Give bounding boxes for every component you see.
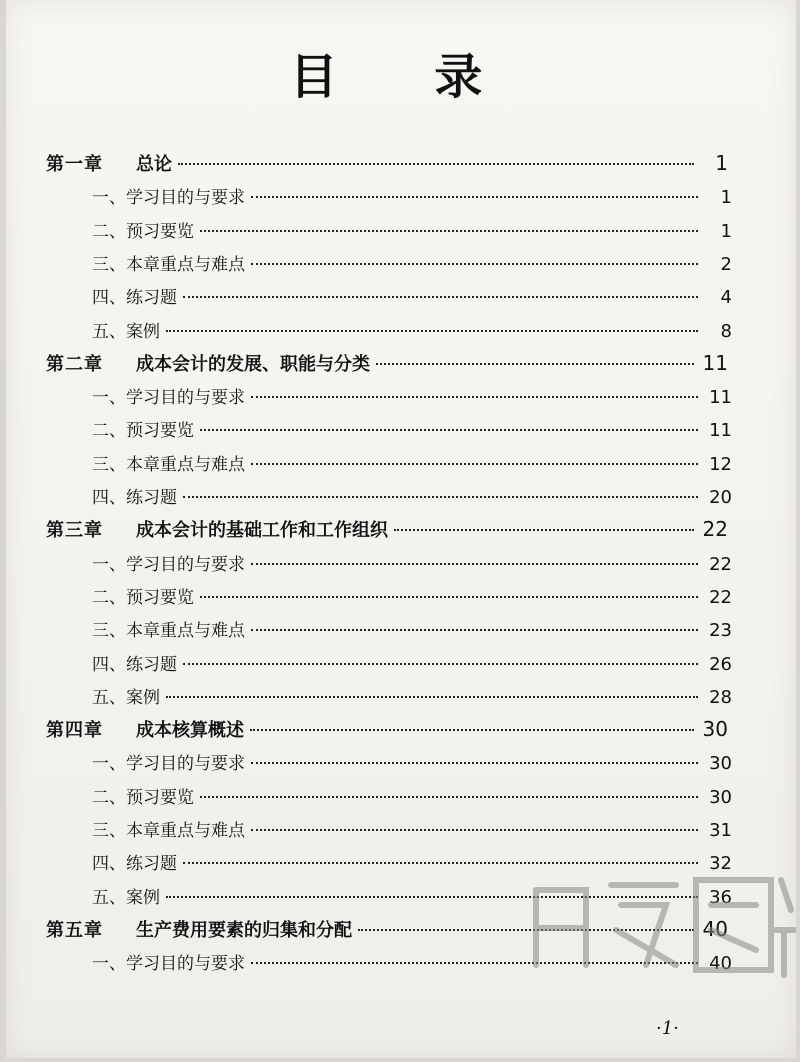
dot-leader: [200, 229, 698, 232]
toc-section-row[interactable]: [92, 283, 732, 308]
dot-leader: [183, 662, 698, 665]
chapter-title: 总论: [136, 154, 172, 175]
page-ref: 32: [709, 853, 732, 875]
section-title: 四、练习题: [92, 854, 177, 875]
page-ref: 36: [709, 886, 732, 908]
section-title: 二、预习要览: [92, 787, 194, 808]
section-title: 一、学习目的与要求: [92, 554, 245, 575]
page-ref: 4: [720, 287, 732, 309]
toc-section-row[interactable]: [92, 217, 732, 242]
toc-chapter-row[interactable]: [46, 150, 728, 176]
page-ref: 28: [709, 686, 732, 708]
dot-leader: [251, 395, 698, 398]
toc-section-row[interactable]: [92, 483, 732, 508]
dot-leader: [166, 695, 698, 698]
document-page: [6, 0, 796, 1058]
section-title: 一、学习目的与要求: [92, 754, 245, 775]
page-ref: 30: [709, 753, 732, 775]
toc-chapter-row[interactable]: [46, 516, 728, 542]
toc-section-row[interactable]: [92, 783, 732, 808]
page-ref: 2: [720, 253, 732, 275]
section-title: 三、本章重点与难点: [92, 454, 245, 475]
section-title: 四、练习题: [92, 288, 177, 309]
dot-leader: [183, 295, 698, 298]
page-ref: 11: [709, 420, 732, 442]
dot-leader: [251, 761, 698, 764]
page-ref: 22: [709, 553, 732, 575]
toc-section-row[interactable]: [92, 683, 732, 708]
section-title: 五、案例: [92, 687, 160, 708]
section-title: 五、案例: [92, 887, 160, 908]
toc-chapter-row[interactable]: [46, 350, 728, 376]
dot-leader: [251, 628, 698, 631]
chapter-number: 第一章: [46, 154, 103, 175]
page-ref: 22: [709, 586, 732, 608]
page-ref: 11: [709, 387, 732, 409]
chapter-number: 第二章: [46, 353, 103, 375]
chapter-title: 生产费用要素的归集和分配: [136, 919, 352, 941]
section-title: 一、学习目的与要求: [92, 954, 245, 975]
section-title: 二、预习要览: [92, 421, 194, 442]
page-ref: 1: [720, 187, 732, 209]
toc-section-row[interactable]: [92, 250, 732, 275]
page-ref: 8: [720, 320, 732, 342]
section-title: 三、本章重点与难点: [92, 254, 245, 275]
toc-section-row[interactable]: [92, 616, 732, 641]
dot-leader: [394, 528, 694, 531]
section-title: 二、预习要览: [92, 221, 194, 242]
section-title: 四、练习题: [92, 654, 177, 675]
dot-leader: [183, 495, 698, 498]
stamp-watermark-icon: [526, 870, 796, 980]
page-ref: 20: [709, 487, 732, 508]
page-ref: 31: [709, 820, 732, 841]
section-title: 二、预习要览: [92, 587, 194, 608]
toc-section-row[interactable]: [92, 650, 732, 675]
chapter-title: 成本会计的基础工作和工作组织: [136, 520, 388, 542]
dot-leader: [250, 728, 694, 731]
page-ref: 40: [709, 953, 732, 975]
section-title: 四、练习题: [92, 488, 177, 508]
toc-section-row[interactable]: [92, 583, 732, 608]
page-ref: 1: [715, 151, 728, 175]
dot-leader: [178, 162, 694, 165]
dot-leader: [166, 329, 698, 332]
section-title: 一、学习目的与要求: [92, 188, 245, 209]
dot-leader: [200, 795, 698, 798]
page-ref: 30: [709, 786, 732, 808]
page-number: ·1·: [656, 1018, 679, 1039]
page-ref: 11: [702, 350, 728, 375]
toc-chapter-row[interactable]: [46, 716, 728, 742]
chapter-number: 第五章: [46, 919, 103, 941]
dot-leader: [376, 362, 694, 365]
chapter-title: 成本会计的发展、职能与分类: [136, 353, 370, 375]
toc-section-row[interactable]: [92, 416, 732, 441]
toc-section-row[interactable]: [92, 550, 732, 575]
toc-section-row[interactable]: [92, 183, 732, 208]
dot-leader: [251, 195, 698, 198]
section-title: 一、学习目的与要求: [92, 388, 245, 409]
page-ref: 26: [709, 653, 732, 675]
chapter-title: 成本核算概述: [136, 720, 244, 742]
section-title: 三、本章重点与难点: [92, 621, 245, 642]
dot-leader: [251, 462, 698, 465]
chapter-number: 第三章: [46, 520, 103, 542]
page-ref: 12: [709, 453, 732, 475]
toc-section-row[interactable]: [92, 383, 732, 408]
page-ref: 22: [702, 517, 728, 542]
toc-section-row[interactable]: [92, 450, 732, 475]
page-ref: 1: [720, 220, 732, 242]
dot-leader: [251, 562, 698, 565]
page-ref: 30: [702, 717, 728, 742]
section-title: 三、本章重点与难点: [92, 821, 245, 841]
dot-leader: [251, 262, 698, 265]
dot-leader: [183, 861, 698, 864]
toc-section-row[interactable]: [92, 816, 732, 841]
section-title: 五、案例: [92, 321, 160, 342]
chapter-number: 第四章: [46, 720, 103, 742]
page-title: 目 录: [289, 49, 523, 105]
page-ref: 40: [702, 916, 728, 941]
page-ref: 23: [709, 620, 732, 642]
dot-leader: [251, 828, 698, 831]
toc-section-row[interactable]: [92, 317, 732, 342]
dot-leader: [200, 428, 698, 431]
dot-leader: [200, 595, 698, 598]
toc-section-row[interactable]: [92, 749, 732, 774]
